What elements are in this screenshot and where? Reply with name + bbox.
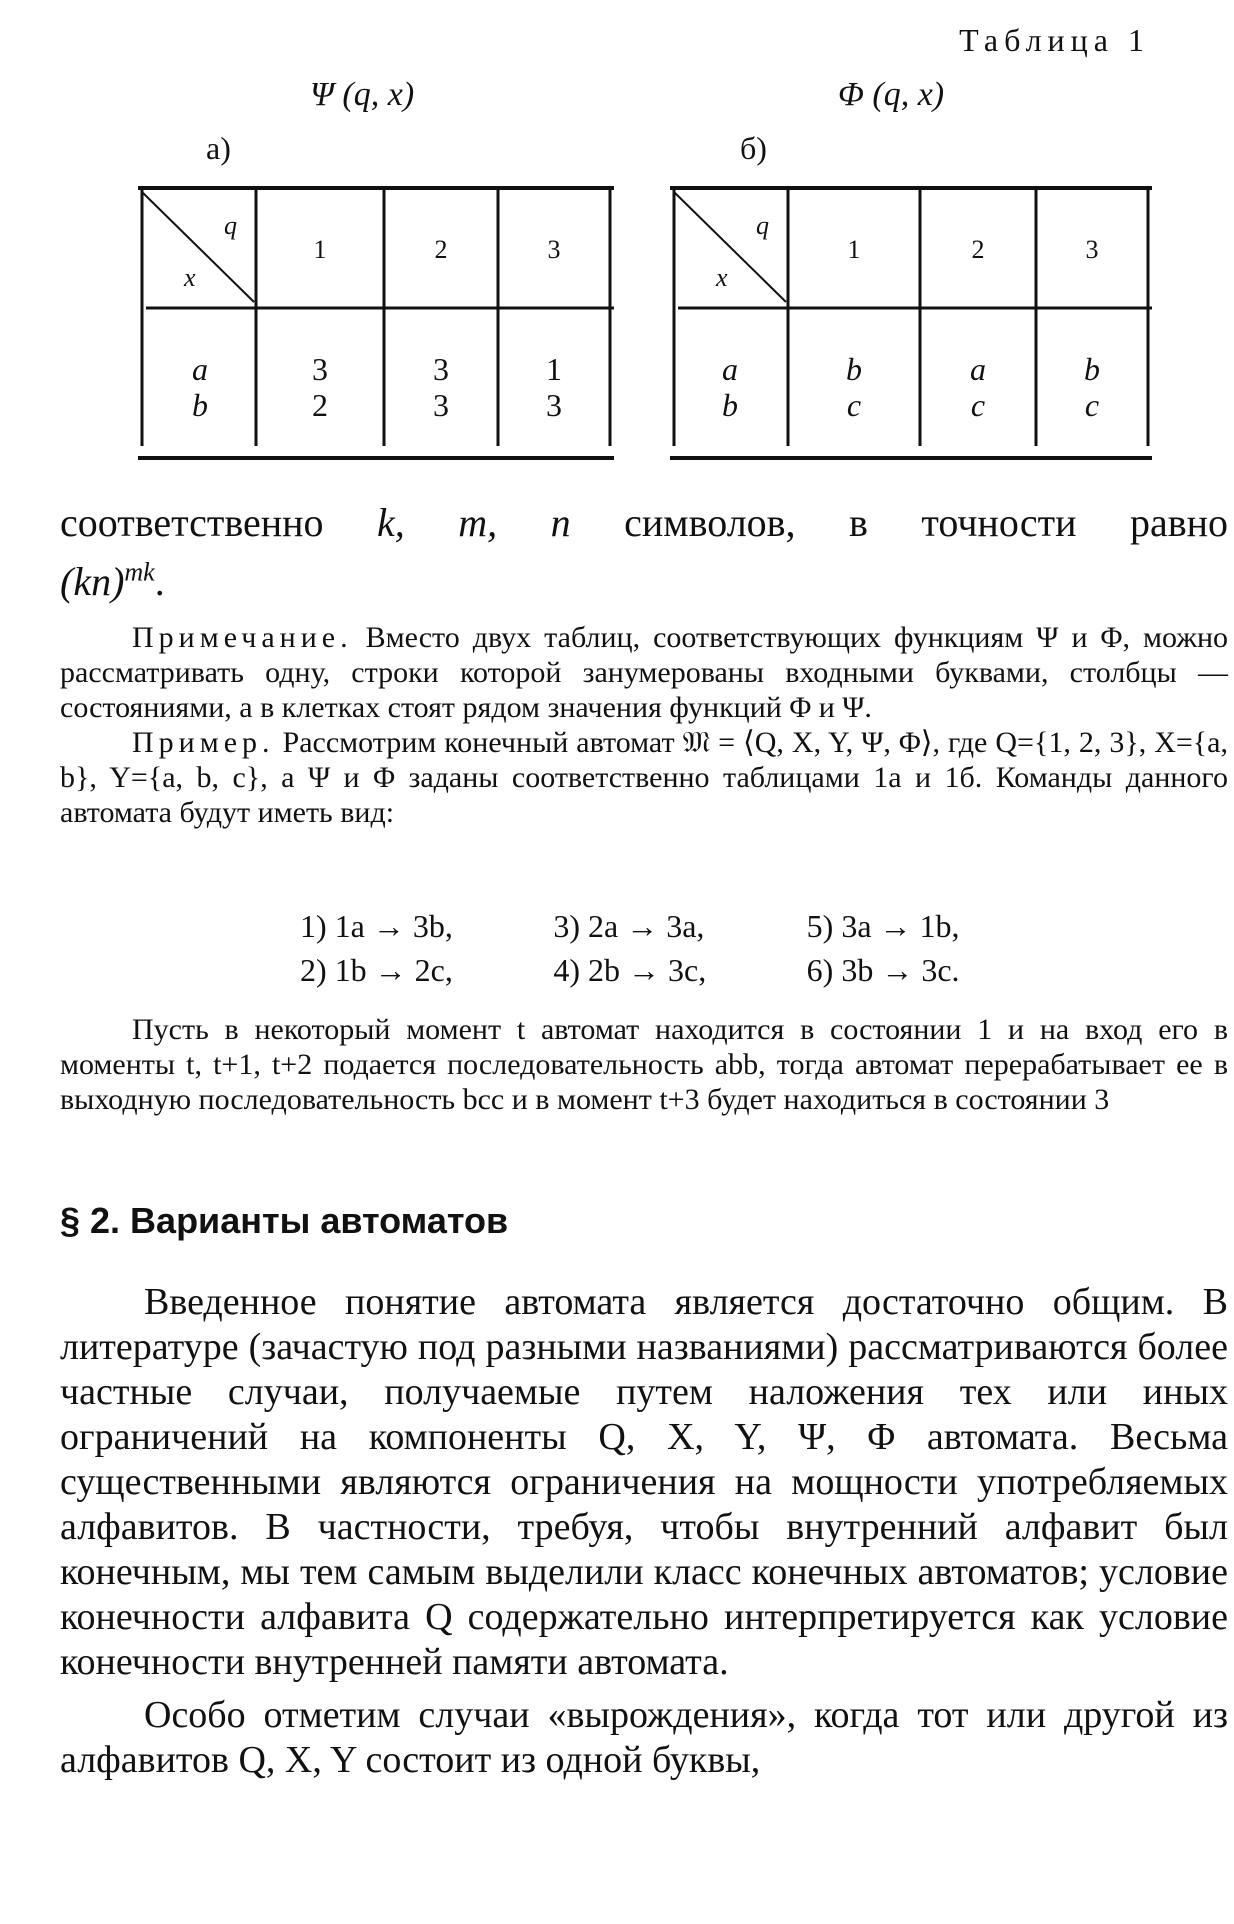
body-text — [60, 1280, 1228, 1791]
phi-table — [668, 186, 1154, 466]
example-label: Пример. — [132, 726, 275, 759]
phi-cell: c — [1084, 387, 1100, 423]
table-caption: Таблица 1 — [959, 22, 1150, 58]
psi-col-header: 3 — [547, 235, 561, 264]
command: 6) 3b → 3c. — [806, 952, 960, 988]
body-paragraph: Введенное понятие автомата является достаточно общим. В литературе (зачастую под разными названиями) рассматриваются более частные случаи, получаемые путем наложения тех или иных ограничений на компоненты Q, X, Y, Ψ, Φ автомата. Весьма существенными являются ограничения на мощности употребляемых алфавитов. В частности, требуя, чтобы внутренний алфавит был конечным, мы тем самым выделили класс конечных автоматов; условие конечности алфавита Q содержательно интерпретируется как условие конечности внутренней памяти автомата. — [60, 1281, 1228, 1683]
psi-cell: 3 — [312, 351, 328, 387]
phi-col-header: 2 — [971, 235, 985, 264]
right-table-label: б) — [740, 130, 767, 166]
psi-cell: 3 — [433, 351, 449, 387]
psi-cell: 3 — [433, 387, 449, 423]
command: 5) 3a → 1b, — [806, 908, 960, 944]
note-label: Примечание. — [132, 621, 353, 654]
psi-table — [136, 186, 616, 466]
command: 4) 2b → 3c, — [553, 952, 707, 988]
phi-col-header: 1 — [847, 235, 861, 264]
phi-cell: c — [846, 387, 862, 423]
phi-col-header: 3 — [1085, 235, 1099, 264]
psi-col-header: 1 — [313, 235, 327, 264]
top-paragraph-line1: соответственно k, m, n символов, в точности равно — [60, 500, 1229, 545]
command: 3) 2a → 3a, — [553, 908, 705, 944]
phi-row-label: b — [722, 387, 738, 423]
right-table-title: Φ (q, x) — [838, 76, 945, 113]
psi-col-header: 2 — [434, 235, 448, 264]
body-paragraph: Особо отметим случаи «вырождения», когда тот или другой из алфавитов Q, X, Y состоит из одной буквы, — [60, 1694, 1228, 1781]
psi-corner-x: x — [184, 263, 196, 292]
left-table-label: а) — [206, 130, 231, 166]
example-text: Рассмотрим конечный автомат 𝔐 = ⟨Q, X, Y, Ψ, Φ⟩, где Q={1, 2, 3}, X={a, b}, Y={a, b, c}, а Ψ и Φ заданы соответственно таблицами 1а и 1б. Команды данного автомата будут иметь вид: — [60, 726, 1229, 829]
phi-row-label: a — [722, 351, 738, 387]
psi-cell: 3 — [546, 387, 562, 423]
psi-cell: 1 — [546, 351, 562, 387]
psi-row-label: b — [192, 387, 208, 423]
psi-row-label: a — [192, 351, 208, 387]
automaton-commands — [300, 904, 1060, 992]
example-paragraph — [60, 725, 1228, 830]
moment-paragraph: Пусть в некоторый момент t автомат находится в состоянии 1 и на вход его в моменты t, t+1, t+2 подается последовательность abb, тогда автомат перерабатывает ее в выходную последовательность bcc и в момент t+3 будет находиться в состоянии 3 — [60, 1013, 1228, 1116]
top-paragraph-line2: (kn)$^{mk}$. — [60, 558, 165, 605]
psi-corner-q: q — [224, 211, 237, 240]
phi-cell: c — [970, 387, 986, 423]
moment-paragraph-block — [60, 1012, 1228, 1117]
phi-cell: b — [1084, 351, 1100, 387]
note-and-example — [60, 620, 1228, 830]
note-paragraph — [60, 620, 1228, 725]
phi-corner-q: q — [756, 211, 769, 240]
command-row — [300, 948, 1060, 992]
note-text: Вместо двух таблиц, соответствующих функциям Ψ и Φ, можно рассматривать одну, строки которой занумерованы входными буквами, столбцы — состояниями, а в клетках стоят рядом значения функций Φ и Ψ. — [60, 621, 1228, 724]
section-heading: § 2. Варианты автоматов — [60, 1200, 509, 1241]
phi-corner-x: x — [716, 263, 728, 292]
phi-cell: b — [846, 351, 862, 387]
command: 2) 1b → 2c, — [300, 952, 453, 988]
phi-cell: a — [970, 351, 986, 387]
command-row — [300, 904, 1060, 948]
command: 1) 1a → 3b, — [300, 908, 453, 944]
psi-cell: 2 — [312, 387, 328, 423]
top-paragraph — [60, 498, 1228, 607]
left-table-title: Ψ (q, x) — [310, 76, 415, 113]
